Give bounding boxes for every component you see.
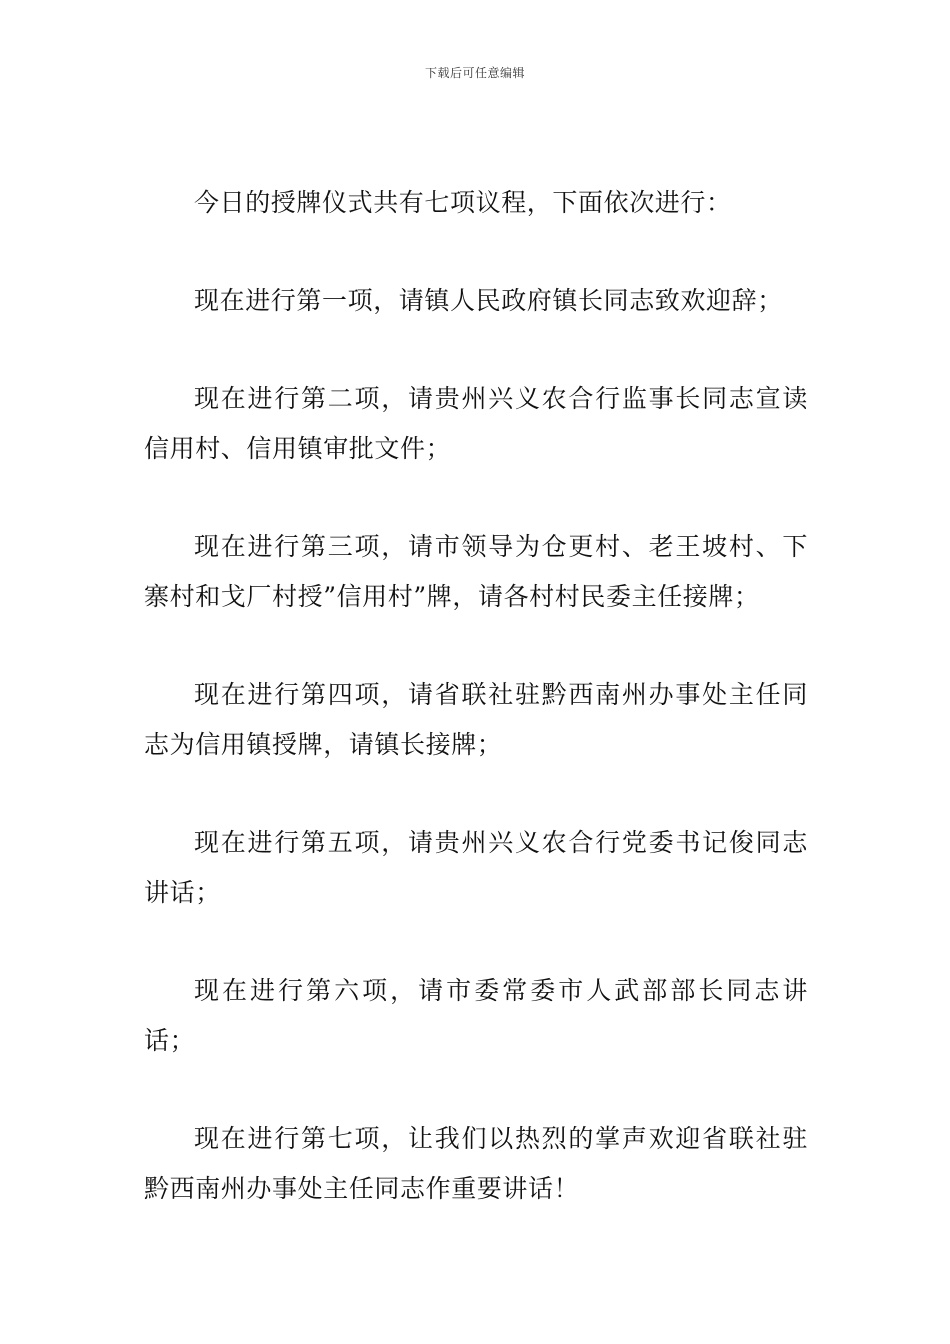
document-body bbox=[144, 178, 808, 1262]
agenda-item-4: 现在进行第四项，请省联社驻黔西南州办事处主任同志为信用镇授牌，请镇长接牌； bbox=[144, 680, 808, 759]
agenda-intro: 今日的授牌仪式共有七项议程，下面依次进行： bbox=[194, 188, 732, 217]
agenda-item-3: 现在进行第三项，请市领导为仓更村、老王坡村、下寨村和戈厂村授”信用村”牌，请各村村民委主任接牌； bbox=[144, 532, 808, 611]
agenda-item-7: 现在进行第七项，让我们以热烈的掌声欢迎省联社驻黔西南州办事处主任同志作重要讲话！ bbox=[144, 1124, 808, 1203]
agenda-item-1: 现在进行第一项，请镇人民政府镇长同志致欢迎辞； bbox=[194, 286, 783, 315]
agenda-item-2: 现在进行第二项，请贵州兴义农合行监事长同志宣读信用村、信用镇审批文件； bbox=[144, 384, 808, 463]
agenda-item-6: 现在进行第六项，请市委常委市人武部部长同志讲话； bbox=[144, 976, 808, 1055]
agenda-item-5: 现在进行第五项，请贵州兴义农合行党委书记俊同志讲话； bbox=[144, 828, 808, 907]
header-note: 下载后可任意编辑 bbox=[424, 66, 525, 80]
